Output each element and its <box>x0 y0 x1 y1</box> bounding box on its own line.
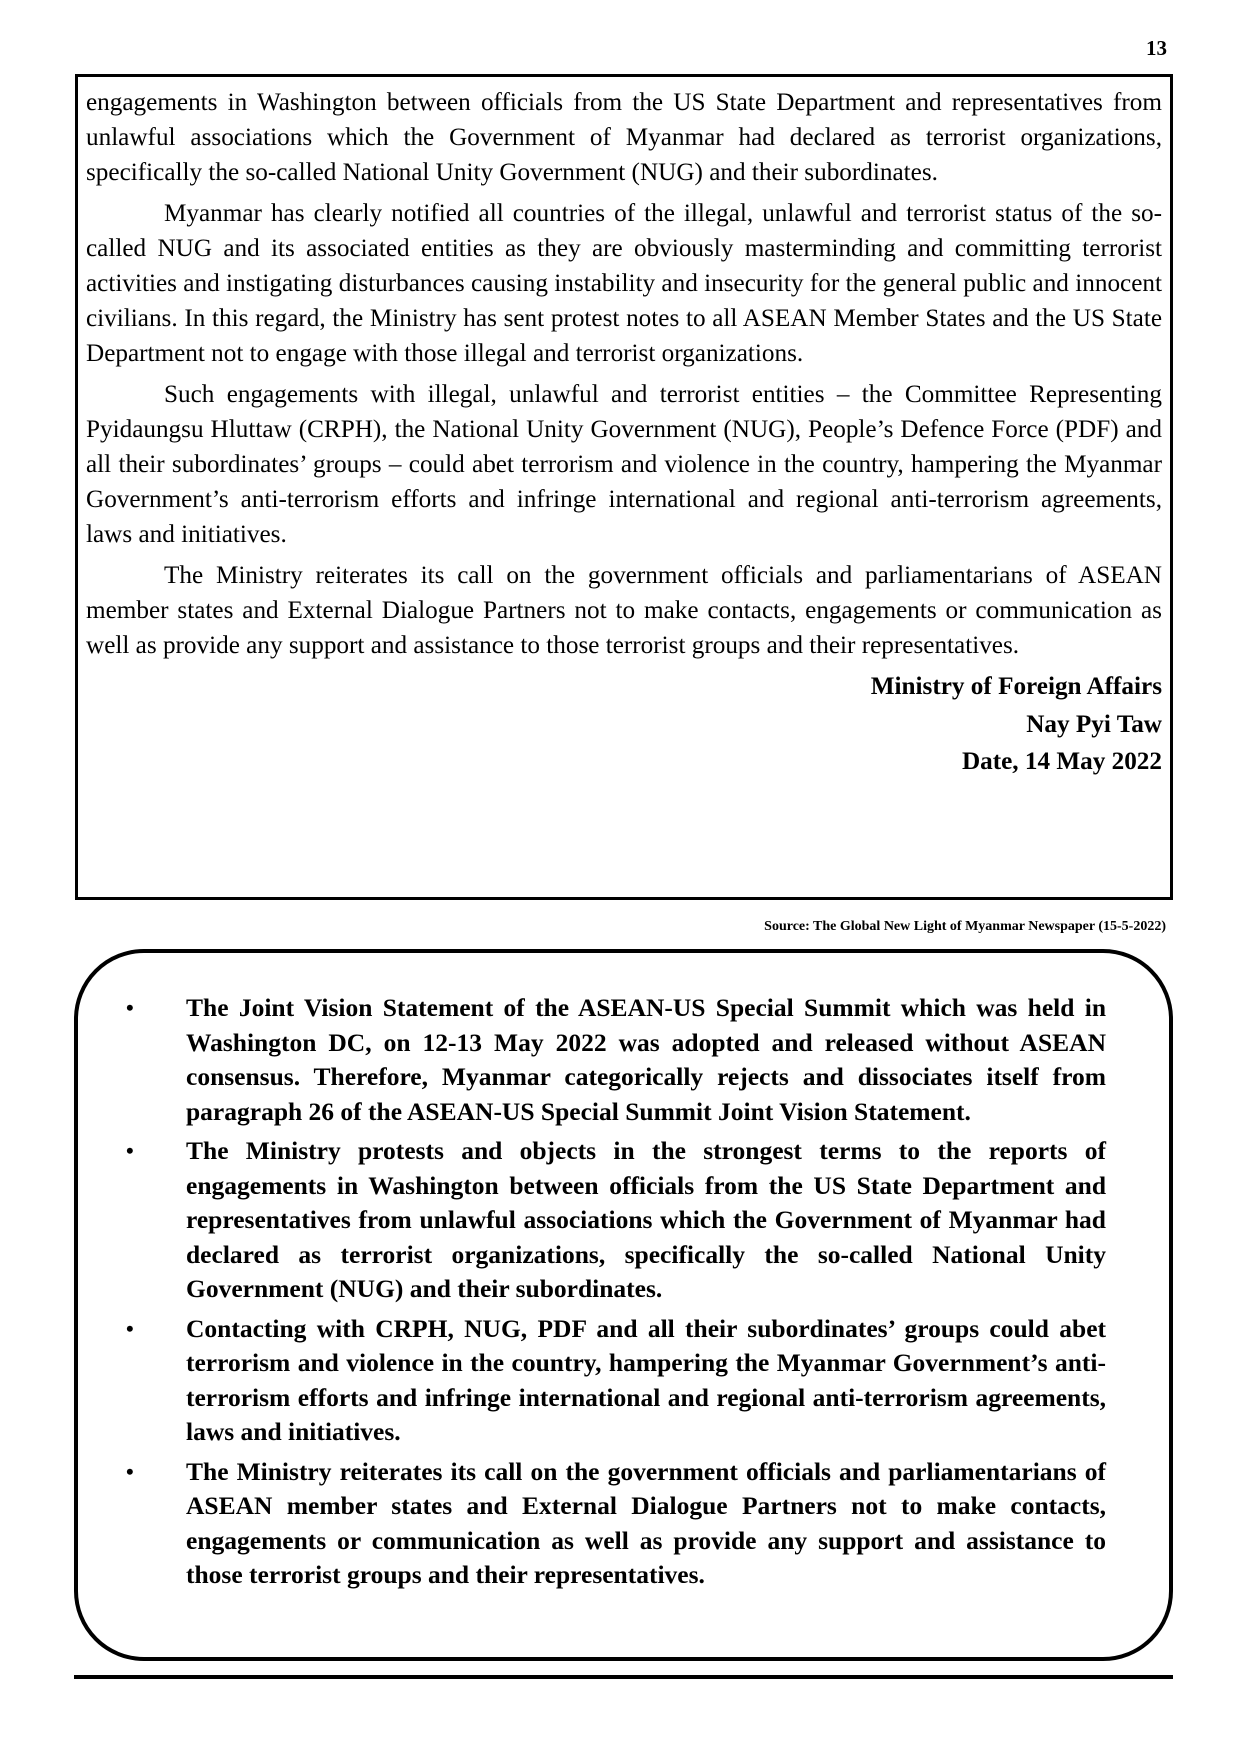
footer-rule <box>74 1675 1173 1679</box>
summary-item <box>114 1134 1106 1307</box>
bullet-icon: • <box>126 995 134 1020</box>
bullet-icon: • <box>126 1458 134 1484</box>
signature-date: Date, 14 May 2022 <box>961 748 1162 776</box>
press-statement-box <box>75 74 1173 900</box>
source-citation: Source: The Global New Light of Myanmar Newspaper (15-5-2022) <box>764 919 1166 934</box>
statement-paragraph: The Ministry reiterates its call on the government officials and parliamentarians of ASEAN member states and External Dialogue Partners not to make contacts, engagements or communication as well as provide any support and assistance to those terrorist groups and their representatives. <box>86 561 1162 660</box>
summary-item-text: The Joint Vision Statement of the ASEAN-US Special Summit which was held in Washington DC, on 12-13 May 2022 was adopted and released without ASEAN consensus. Therefore, Myanmar categorically rejects and dissociates itself from paragraph 26 of the ASEAN-US Special Summit Joint Vision Statement. <box>186 993 1106 1126</box>
summary-item-text: The Ministry reiterates its call on the government officials and parliamentarians of ASEAN member states and External Dialogue Partners not to make contacts, engagements or communication as well as provide any support and assistance to those terrorist groups and their representatives. <box>186 1456 1106 1589</box>
summary-item-text: The Ministry protests and objects in the strongest terms to the reports of engagements in Washington between officials from the US State Department and representatives from unlawful associations which the Government of Myanmar had declared as terrorist organizations, specifically the so-called National Unity Government (NUG) and their subordinates. <box>186 1136 1106 1303</box>
page-number: 13 <box>1146 36 1167 60</box>
summary-item <box>114 1455 1106 1593</box>
signature-location: Nay Pyi Taw <box>1026 710 1162 738</box>
statement-paragraph: Such engagements with illegal, unlawful and terrorist entities – the Committee Representing Pyidaungsu Hluttaw (CRPH), the National Unity Government (NUG), People’s Defence Force (PDF) and all their subordinates’ groups – could abet terrorism and violence in the country, hampering the Myanmar Government’s anti-terrorism efforts and infringe international and regional anti-terrorism agreements, laws and initiatives. <box>86 380 1162 549</box>
bullet-icon: • <box>126 1138 134 1163</box>
summary-item <box>114 991 1106 1129</box>
statement-signature <box>86 668 1162 781</box>
bullet-icon: • <box>126 1315 134 1341</box>
statement-paragraph: Myanmar has clearly notified all countries of the illegal, unlawful and terrorist status of the so-called NUG and its associated entities as they are obviously masterminding and committing terrorist activities and instigating disturbances causing instability and insecurity for the general public and innocent civilians. In this regard, the Ministry has sent protest notes to all ASEAN Member States and the US State Department not to engage with those illegal and terrorist organizations. <box>86 199 1162 368</box>
summary-list <box>114 991 1106 1598</box>
signature-organization: Ministry of Foreign Affairs <box>870 673 1162 701</box>
summary-item <box>114 1312 1106 1450</box>
summary-box <box>74 949 1173 1661</box>
statement-paragraph: engagements in Washington between officials from the US State Department and representatives from unlawful associations which the Government of Myanmar had declared as terrorist organizations, specifically the so-called National Unity Government (NUG) and their subordinates. <box>86 89 1162 187</box>
summary-item-text: Contacting with CRPH, NUG, PDF and all their subordinates’ groups could abet terrorism and violence in the country, hampering the Myanmar Government’s anti-terrorism efforts and infringe international and regional anti-terrorism agreements, laws and initiatives. <box>186 1313 1106 1446</box>
